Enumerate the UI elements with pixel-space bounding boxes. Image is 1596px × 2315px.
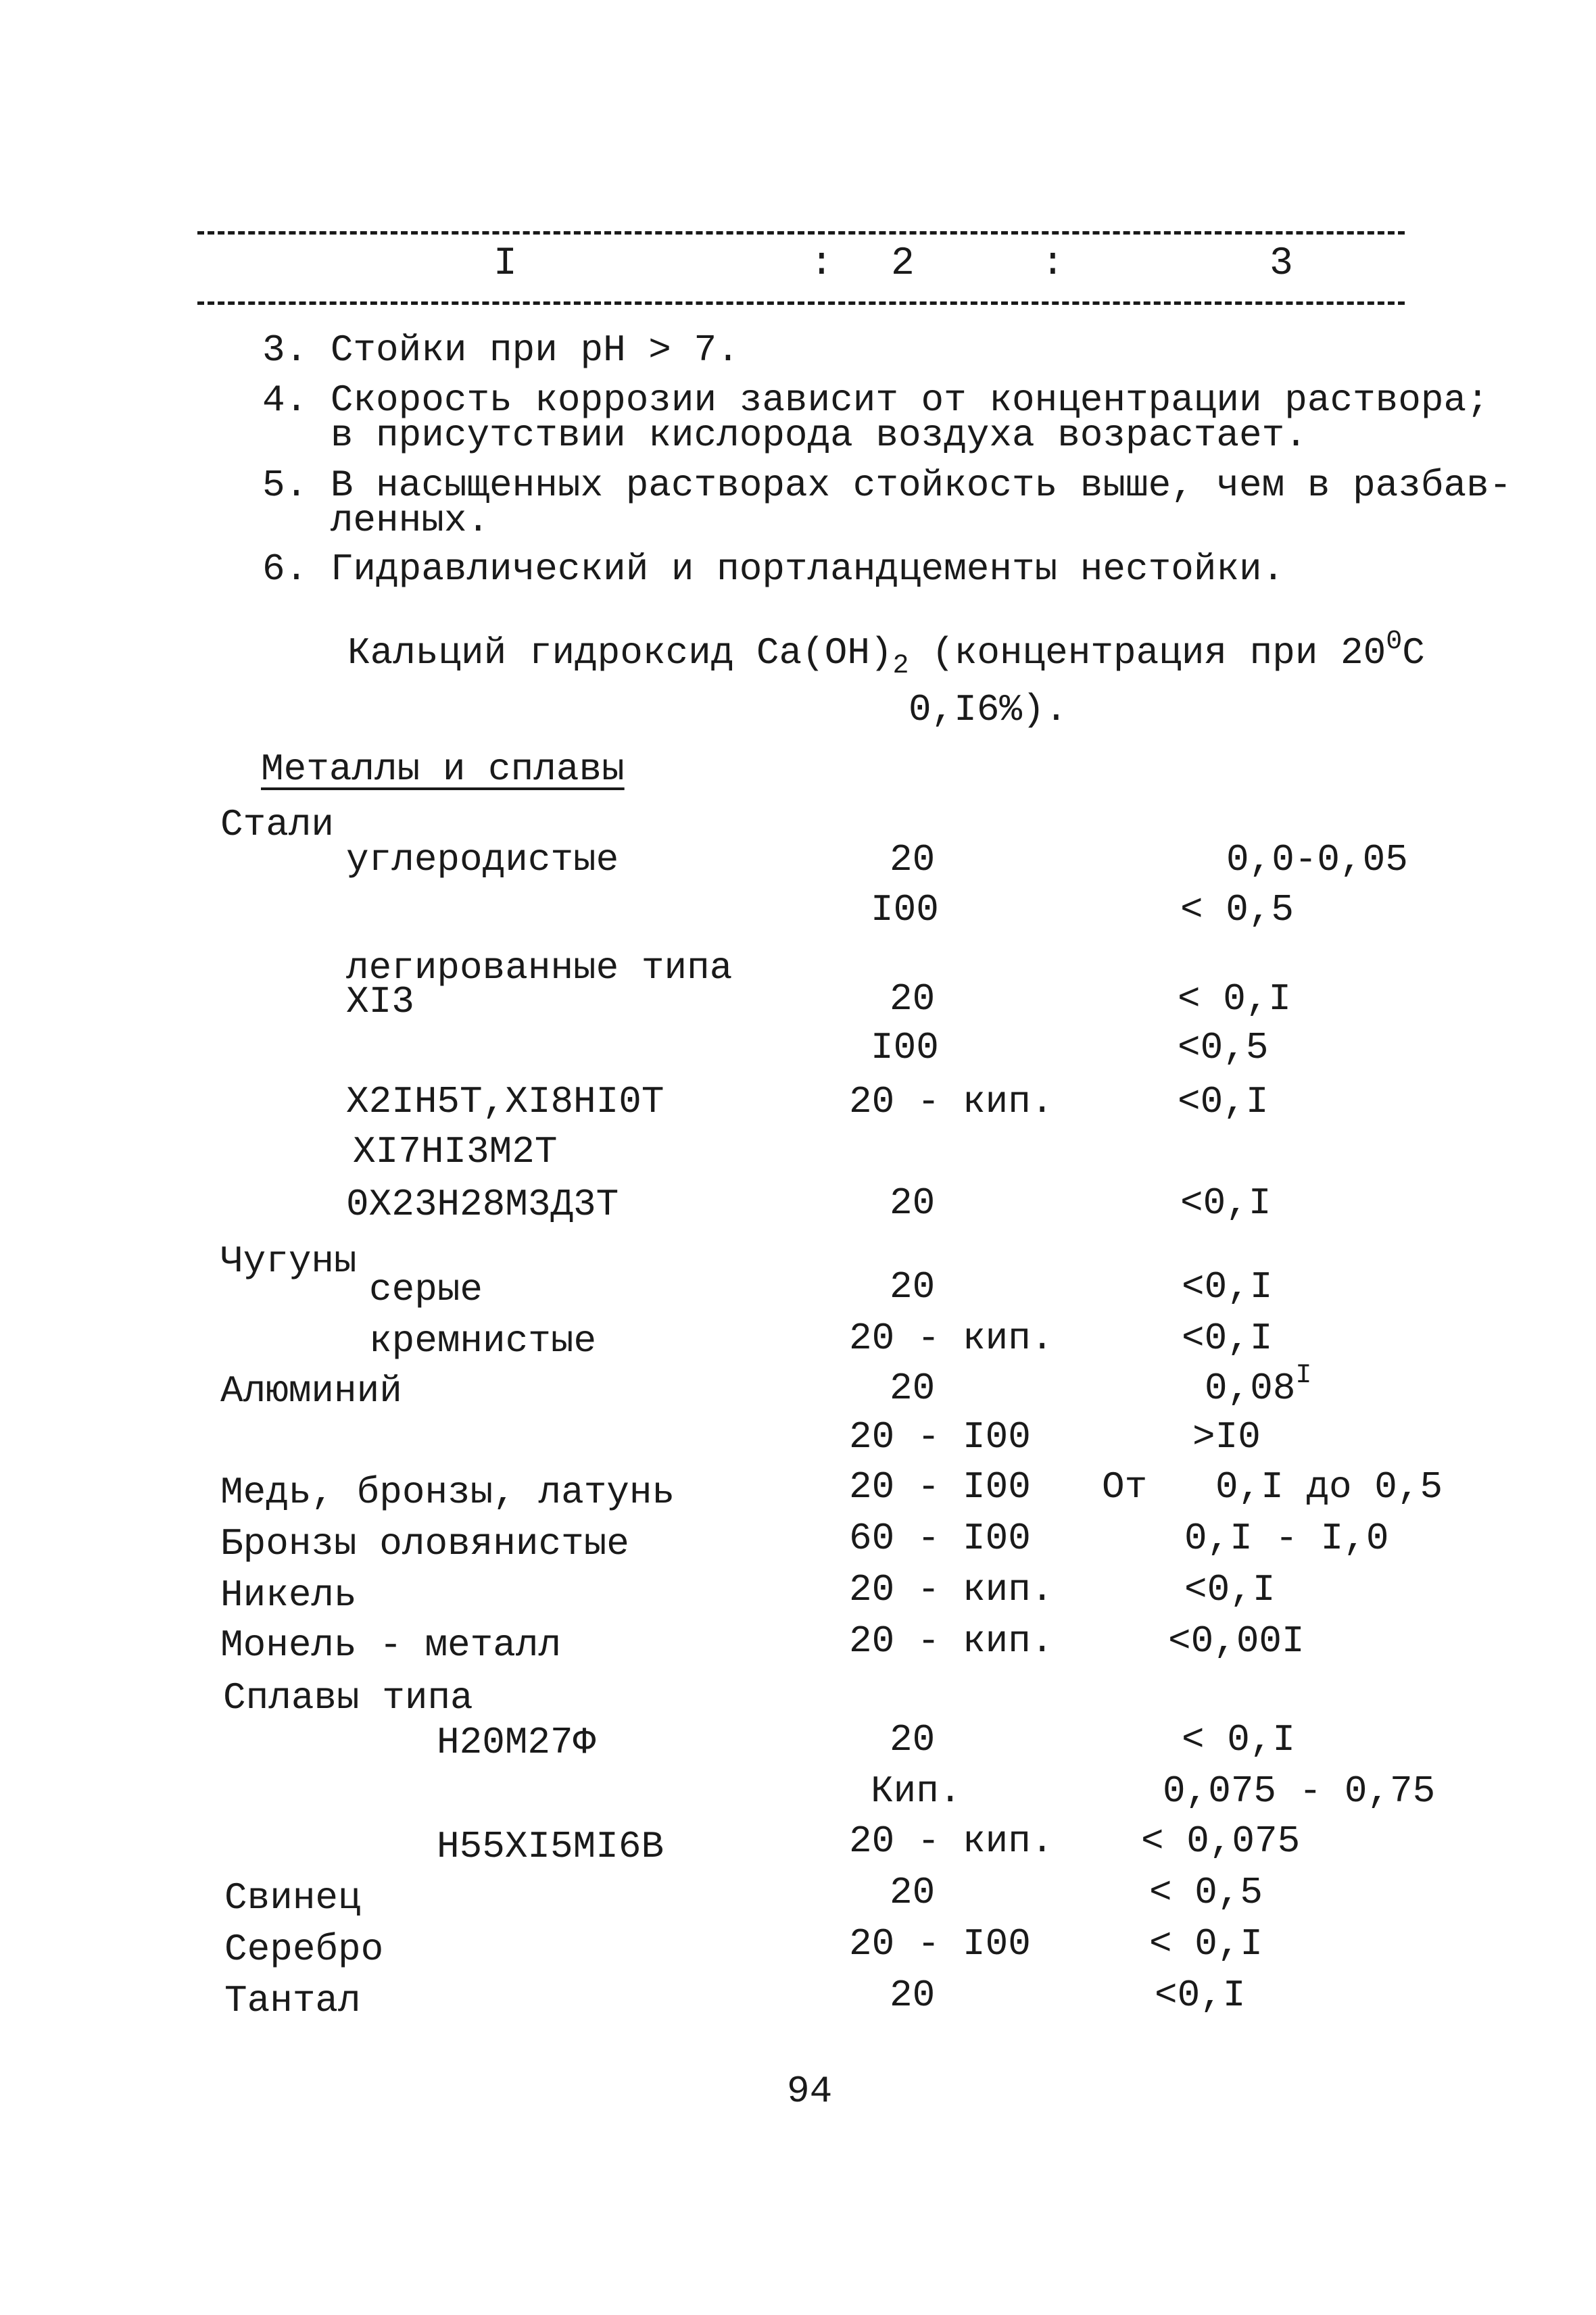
- row-temperature: 20 - I00: [849, 1922, 1031, 1966]
- row-material: Никель: [220, 1574, 357, 1617]
- row-temperature: 20 - кип.: [849, 1820, 1054, 1863]
- row-material: H20M27Ф: [437, 1721, 596, 1764]
- row-corrosion-rate: <0,5: [1178, 1026, 1269, 1069]
- row-corrosion-rate: < 0,5: [1149, 1871, 1263, 1914]
- row-temperature: 20: [890, 1181, 936, 1225]
- row-temperature: I00: [871, 1026, 939, 1069]
- row-corrosion-rate: < 0,I: [1149, 1922, 1263, 1966]
- row-corrosion-rate: От 0,I до 0,5: [1102, 1465, 1443, 1509]
- header-rule-bottom: [197, 301, 1405, 305]
- row-material: кремнистые: [369, 1319, 597, 1363]
- row-temperature: I00: [871, 888, 939, 931]
- row-material: Бронзы оловянистые: [220, 1522, 629, 1565]
- row-corrosion-rate: <0,I: [1184, 1568, 1276, 1611]
- page-number: 94: [787, 2070, 833, 2113]
- row-material: углеродистые: [346, 838, 619, 881]
- row-temperature: 20: [890, 977, 936, 1021]
- row-corrosion-rate: < 0,5: [1180, 888, 1295, 931]
- row-material: Алюминий: [220, 1369, 402, 1413]
- row-material: 0X23H28M3Д3Т: [346, 1183, 619, 1226]
- row-material: Монель - металл: [220, 1624, 562, 1667]
- column-header-1: I: [493, 242, 517, 286]
- row-temperature: 20: [890, 1367, 936, 1410]
- row-corrosion-rate: <0,I: [1182, 1317, 1273, 1360]
- row-corrosion-rate: 0,I - I,0: [1184, 1517, 1389, 1560]
- row-corrosion-rate: <0,I: [1178, 1080, 1269, 1123]
- row-material: XI3: [346, 980, 414, 1023]
- row-material: Свинец: [224, 1876, 361, 1920]
- header-rule-top: [197, 231, 1405, 235]
- row-temperature: Кип.: [871, 1770, 962, 1813]
- row-temperature: 20: [890, 1718, 936, 1761]
- note-6: 6. Гидравлический и портландцементы нестойки.: [262, 547, 1285, 591]
- row-material: легированные типа: [346, 946, 733, 990]
- section-heading: Металлы и сплавы: [261, 748, 625, 791]
- row-temperature: 20: [890, 838, 936, 881]
- substance-title: Кальций гидроксид $Ca(OH)_2$ (концентрация при $20^0C$: [347, 627, 1425, 681]
- column-header-2: 2: [891, 242, 915, 286]
- row-corrosion-rate: 0,075 - 0,75: [1163, 1770, 1436, 1813]
- row-corrosion-rate: $0,08^I$: [1205, 1361, 1312, 1410]
- row-material: Сплавы типа: [223, 1676, 473, 1720]
- row-material: Чугуны: [220, 1240, 357, 1283]
- row-corrosion-rate: < 0,075: [1141, 1820, 1301, 1863]
- substance-title-concentration: 0,I6%).: [909, 688, 1068, 731]
- row-temperature: 20 - кип.: [849, 1619, 1054, 1663]
- column-separator-1: :: [810, 242, 833, 286]
- row-corrosion-rate: <0,I: [1182, 1265, 1273, 1309]
- row-material: серые: [369, 1268, 483, 1311]
- row-corrosion-rate: <0,I: [1180, 1181, 1272, 1225]
- row-temperature: 20 - кип.: [849, 1317, 1054, 1360]
- row-temperature: 60 - I00: [849, 1517, 1031, 1560]
- row-corrosion-rate: <0,00I: [1168, 1619, 1305, 1663]
- note-5: 5. В насыщенных растворах стойкость выше, чем в разбав- ленных.: [262, 464, 1512, 542]
- row-temperature: 20: [890, 1974, 936, 2017]
- row-material: Тантал: [224, 1979, 361, 2022]
- row-temperature: 20: [890, 1265, 936, 1309]
- row-corrosion-rate: < 0,I: [1178, 977, 1292, 1021]
- row-material: XI7HI3M2T: [353, 1130, 558, 1173]
- row-temperature: 20 - кип.: [849, 1568, 1054, 1611]
- row-material: Стали: [220, 803, 335, 846]
- row-material: X2IH5T,XI8HI0T: [346, 1080, 664, 1123]
- row-temperature: 20 - кип.: [849, 1080, 1054, 1123]
- row-corrosion-rate: <0,I: [1155, 1974, 1246, 2017]
- note-4: 4. Скорость коррозии зависит от концентрации раствора; в присутствии кислорода воздуха возрастает.: [262, 379, 1489, 457]
- row-material: H55XI5MI6B: [437, 1825, 664, 1868]
- row-corrosion-rate: 0,0-0,05: [1226, 838, 1408, 881]
- row-material: Медь, бронзы, латунь: [220, 1471, 675, 1514]
- row-temperature: 20: [890, 1871, 936, 1914]
- row-temperature: 20 - I00: [849, 1465, 1031, 1509]
- row-material: Серебро: [224, 1928, 384, 1971]
- row-temperature: 20 - I00: [849, 1415, 1031, 1459]
- row-corrosion-rate: < 0,I: [1182, 1718, 1296, 1761]
- column-separator-2: :: [1041, 242, 1065, 286]
- row-corrosion-rate: >I0: [1192, 1415, 1261, 1459]
- note-3: 3. Стойки при pH > 7.: [262, 328, 740, 372]
- column-header-3: 3: [1269, 242, 1293, 286]
